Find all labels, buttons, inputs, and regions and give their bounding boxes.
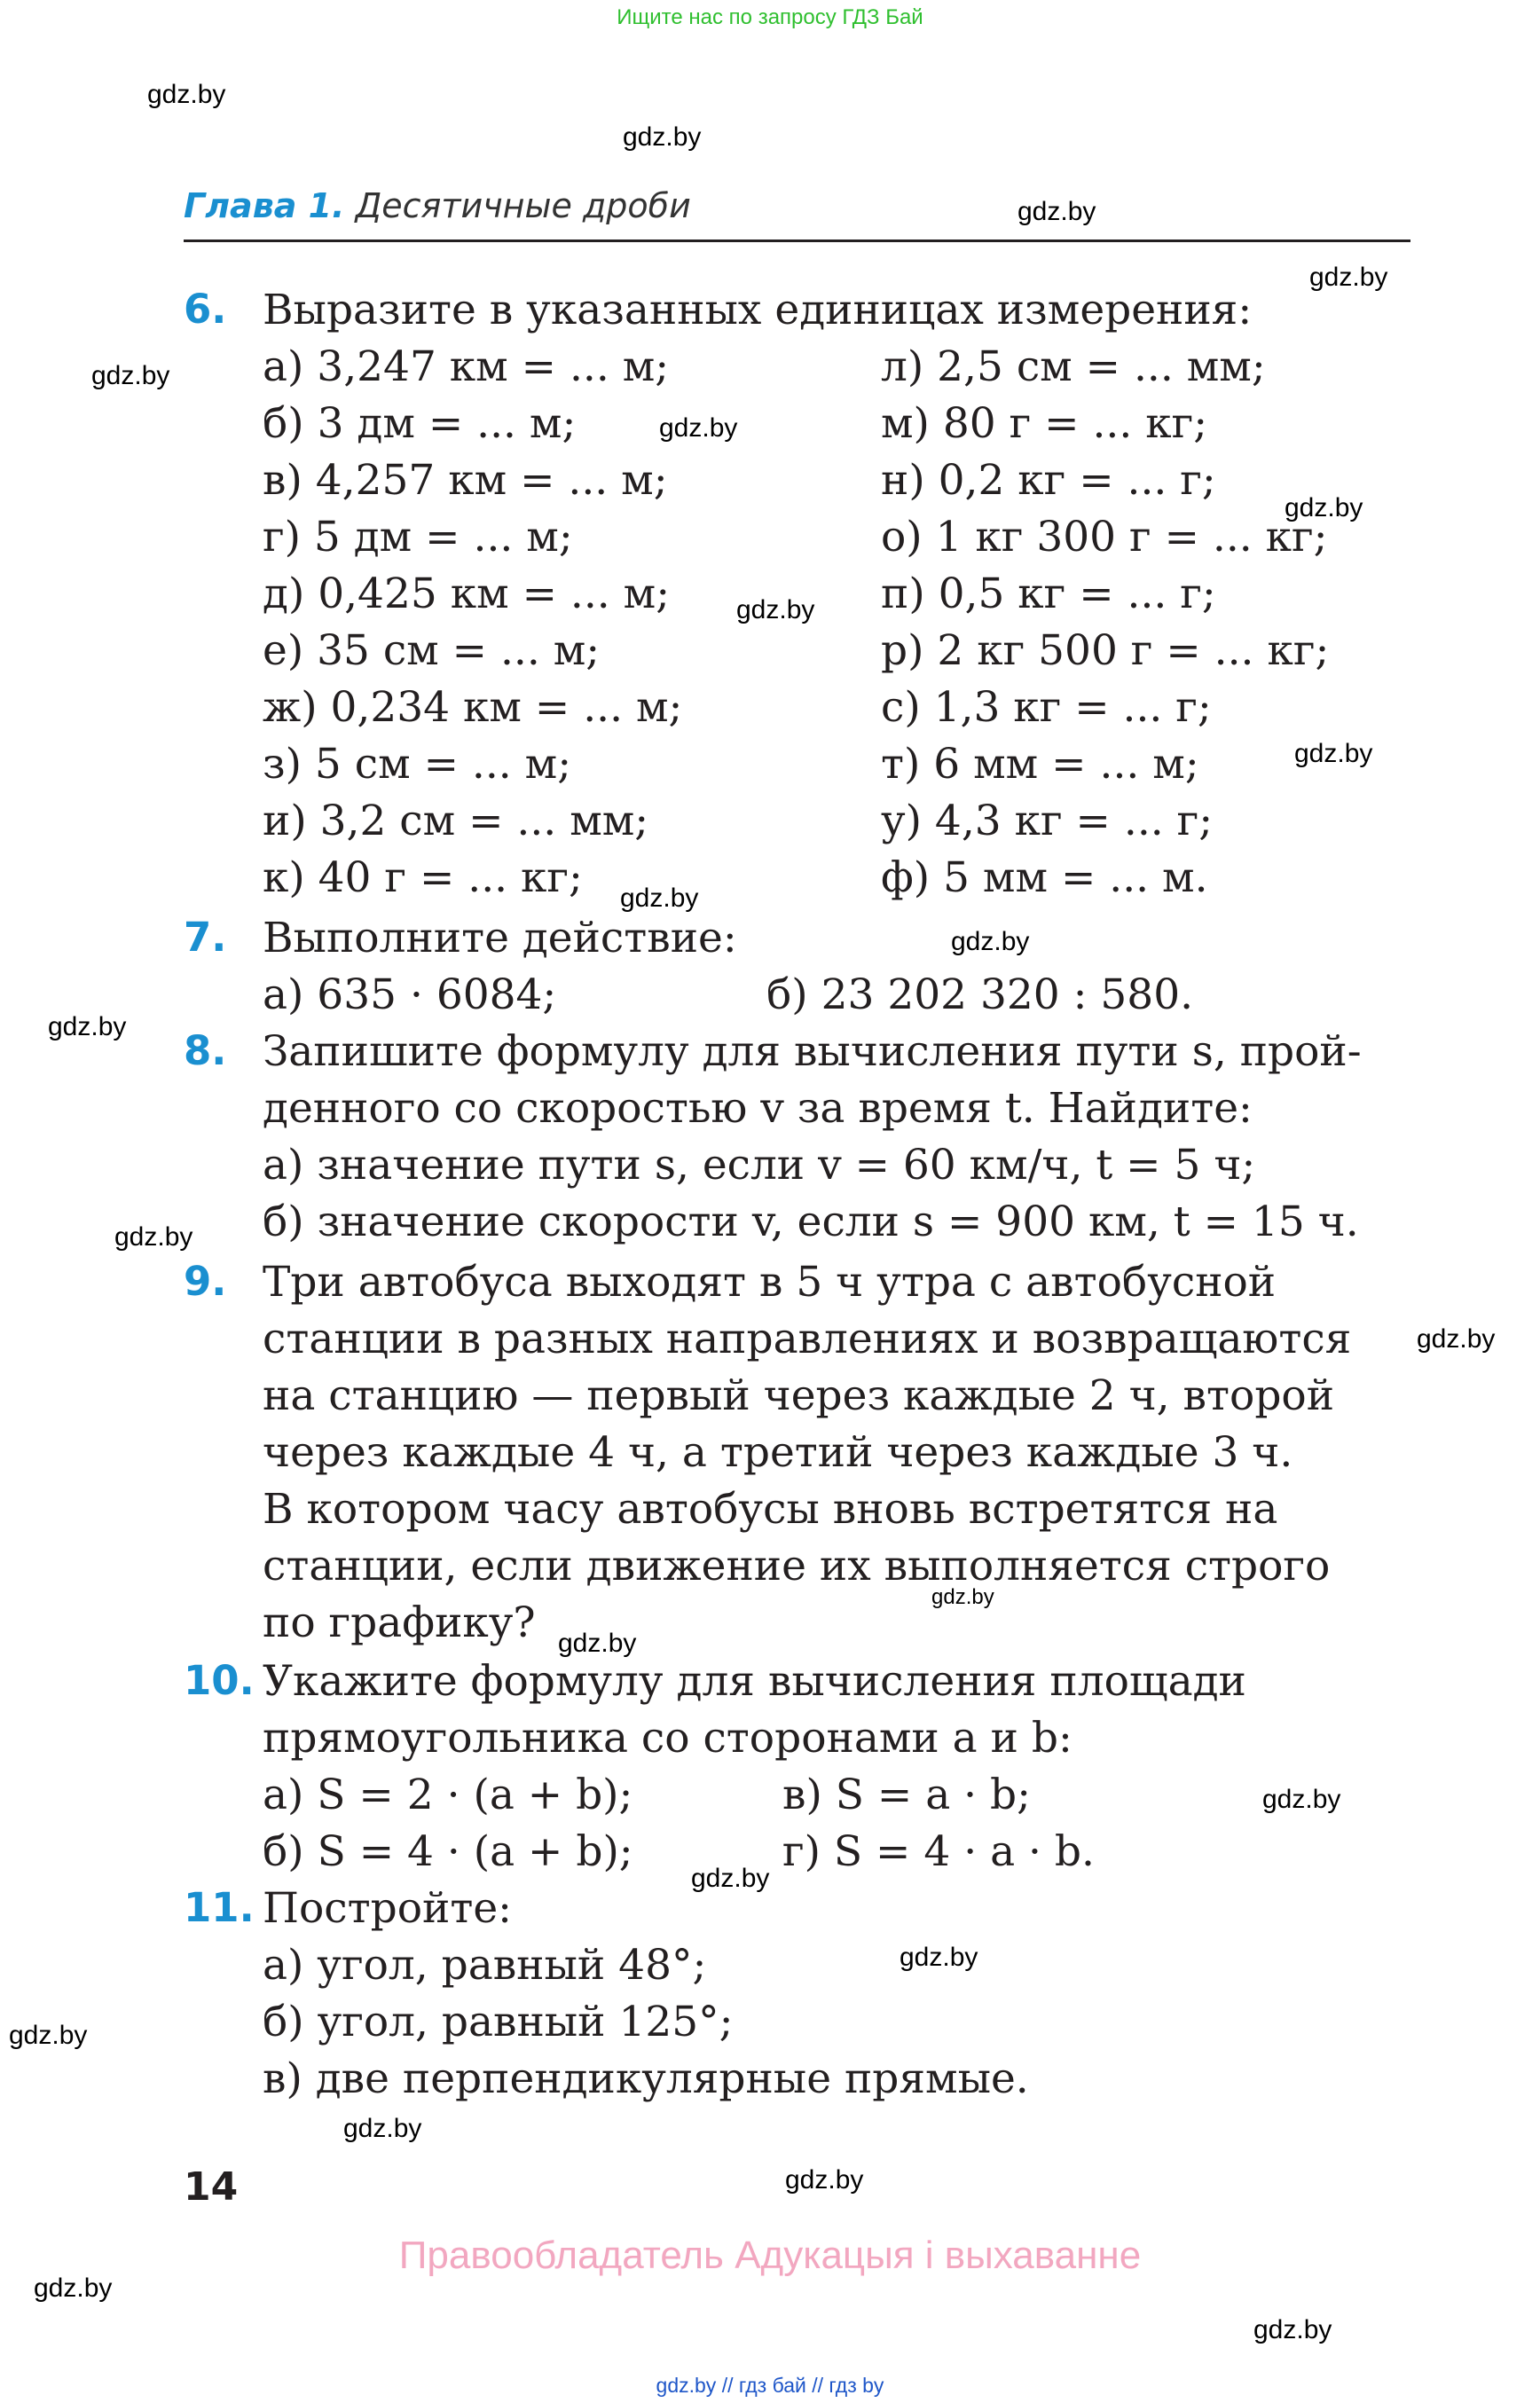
- watermark: gdz.by: [951, 927, 1030, 956]
- text-line: а) значение пути s, если v = 60 км/ч, t = 5 ч;: [263, 1141, 1256, 1190]
- list-item: д) 0,425 км = ... м;: [263, 569, 671, 618]
- top-banner: Ищите нас по запросу ГДЗ Бай: [617, 5, 923, 29]
- exercise-11-items: [263, 1937, 1029, 2108]
- list-item: е) 35 см = ... м;: [263, 626, 601, 675]
- list-item: а) угол, равный 48°;: [263, 1941, 707, 1990]
- exercise-6-right-column: [881, 339, 1329, 907]
- list-item: а) 3,247 км = ... м;: [263, 342, 670, 391]
- list-item: з) 5 см = ... м;: [263, 740, 572, 789]
- exercise-9-number: 9.: [184, 1258, 227, 1305]
- text-line: В котором часу автобусы вновь встретятся на: [263, 1485, 1278, 1534]
- exercise-6-text: Выразите в указанных единицах измерения:: [263, 286, 1253, 334]
- exercise-7-number: 7.: [184, 914, 227, 961]
- list-item: б) угол, равный 125°;: [263, 1998, 734, 2046]
- text-line: Запишите формулу для вычисления пути s, прой-: [263, 1027, 1362, 1076]
- list-item: п) 0,5 кг = ... г;: [881, 569, 1216, 618]
- text-line: станции в разных направлениях и возвращаются: [263, 1315, 1352, 1363]
- watermark: gdz.by: [114, 1222, 193, 1252]
- text-line: денного со скоростью v за время t. Найдите:: [263, 1084, 1253, 1133]
- chapter-header: [184, 186, 691, 225]
- watermark: gdz.by: [48, 1012, 127, 1041]
- list-item: н) 0,2 кг = ... г;: [881, 456, 1216, 505]
- watermark: gdz.by: [785, 2165, 864, 2195]
- exercise-10-body: [263, 1653, 1246, 1767]
- chapter-number: Глава 1.: [184, 186, 345, 225]
- list-item: и) 3,2 см = ... мм;: [263, 797, 649, 845]
- exercise-8-number: 8.: [184, 1027, 227, 1074]
- watermark: gdz.by: [1285, 493, 1363, 522]
- list-item: с) 1,3 кг = ... г;: [881, 683, 1212, 732]
- exercise-6-number: 6.: [184, 286, 227, 333]
- watermark: gdz.by: [9, 2021, 88, 2050]
- footer-links: gdz.by // гдз бай // гдз by: [656, 2374, 884, 2397]
- page-number: 14: [184, 2164, 239, 2210]
- text-line: станции, если движение их выполняется строго: [263, 1542, 1331, 1590]
- list-item: к) 40 г = ... кг;: [263, 853, 583, 902]
- watermark: gdz.by: [1253, 2315, 1332, 2344]
- text-line: через каждые 4 ч, а третий через каждые 3 ч.: [263, 1428, 1293, 1477]
- watermark: gdz.by: [34, 2273, 113, 2303]
- watermark: gdz.by: [900, 1943, 978, 1972]
- list-item: ф) 5 мм = ... м.: [881, 853, 1208, 902]
- list-item: о) 1 кг 300 г = ... кг;: [881, 513, 1328, 561]
- list-item: б) 3 дм = ... м;: [263, 399, 577, 448]
- watermark: gdz.by: [558, 1629, 637, 1658]
- text-line: Укажите формулу для вычисления площади: [263, 1657, 1246, 1706]
- text-line: Три автобуса выходят в 5 ч утра с автобусной: [263, 1258, 1277, 1307]
- watermark: gdz.by: [147, 80, 226, 109]
- header-rule: [184, 240, 1410, 242]
- list-item: в) 4,257 км = ... м;: [263, 456, 668, 505]
- exercise-11-text: Постройте:: [263, 1884, 512, 1933]
- text-line: б) значение скорости v, если s = 900 км, t = 15 ч.: [263, 1198, 1359, 1246]
- watermark: gdz.by: [91, 361, 170, 390]
- list-item: т) 6 мм = ... м;: [881, 740, 1199, 789]
- list-item: м) 80 г = ... кг;: [881, 399, 1208, 448]
- list-item: р) 2 кг 500 г = ... кг;: [881, 626, 1330, 675]
- watermark: gdz.by: [659, 413, 738, 443]
- watermark: gdz.by: [1294, 739, 1373, 768]
- watermark: gdz.by: [736, 595, 815, 624]
- exercise-7-text: Выполните действие:: [263, 914, 737, 962]
- exercise-10-item-g: г) S = 4 · a · b.: [782, 1827, 1095, 1876]
- list-item: ж) 0,234 км = ... м;: [263, 683, 683, 732]
- text-line: прямоугольника со сторонами a и b:: [263, 1714, 1072, 1763]
- watermark: gdz.by: [343, 2114, 422, 2143]
- exercise-9-body: [263, 1254, 1351, 1652]
- exercise-7-item-a: а) 635 · 6084;: [263, 970, 557, 1019]
- watermark: gdz.by: [1417, 1324, 1496, 1354]
- watermark: gdz.by: [1262, 1785, 1341, 1814]
- exercise-6-left-column: [263, 339, 682, 907]
- exercise-7-item-b: б) 23 202 320 : 580.: [766, 970, 1194, 1019]
- watermark: gdz.by: [1018, 197, 1096, 226]
- exercise-8-body: [263, 1024, 1362, 1251]
- copyright-notice: Правообладатель Адукацыя і выхаванне: [398, 2234, 1142, 2277]
- list-item: г) 5 дм = ... м;: [263, 513, 573, 561]
- watermark: gdz.by: [620, 883, 699, 913]
- exercise-10-number: 10.: [184, 1657, 255, 1704]
- exercise-10-item-v: в) S = a · b;: [782, 1771, 1031, 1819]
- text-line: по графику?: [263, 1598, 536, 1647]
- watermark: gdz.by: [1309, 263, 1388, 292]
- list-item: л) 2,5 см = ... мм;: [881, 342, 1266, 391]
- list-item: в) две перпендикулярные прямые.: [263, 2054, 1029, 2103]
- watermark: gdz.by: [931, 1585, 994, 1609]
- watermark: gdz.by: [623, 122, 702, 152]
- exercise-11-number: 11.: [184, 1884, 255, 1931]
- list-item: у) 4,3 кг = ... г;: [881, 797, 1214, 845]
- exercise-10-item-a: а) S = 2 · (a + b);: [263, 1771, 633, 1819]
- watermark: gdz.by: [691, 1864, 770, 1893]
- chapter-title: Десятичные дроби: [355, 186, 691, 225]
- text-line: на станцию — первый через каждые 2 ч, второй: [263, 1371, 1335, 1420]
- exercise-10-item-b: б) S = 4 · (a + b);: [263, 1827, 633, 1876]
